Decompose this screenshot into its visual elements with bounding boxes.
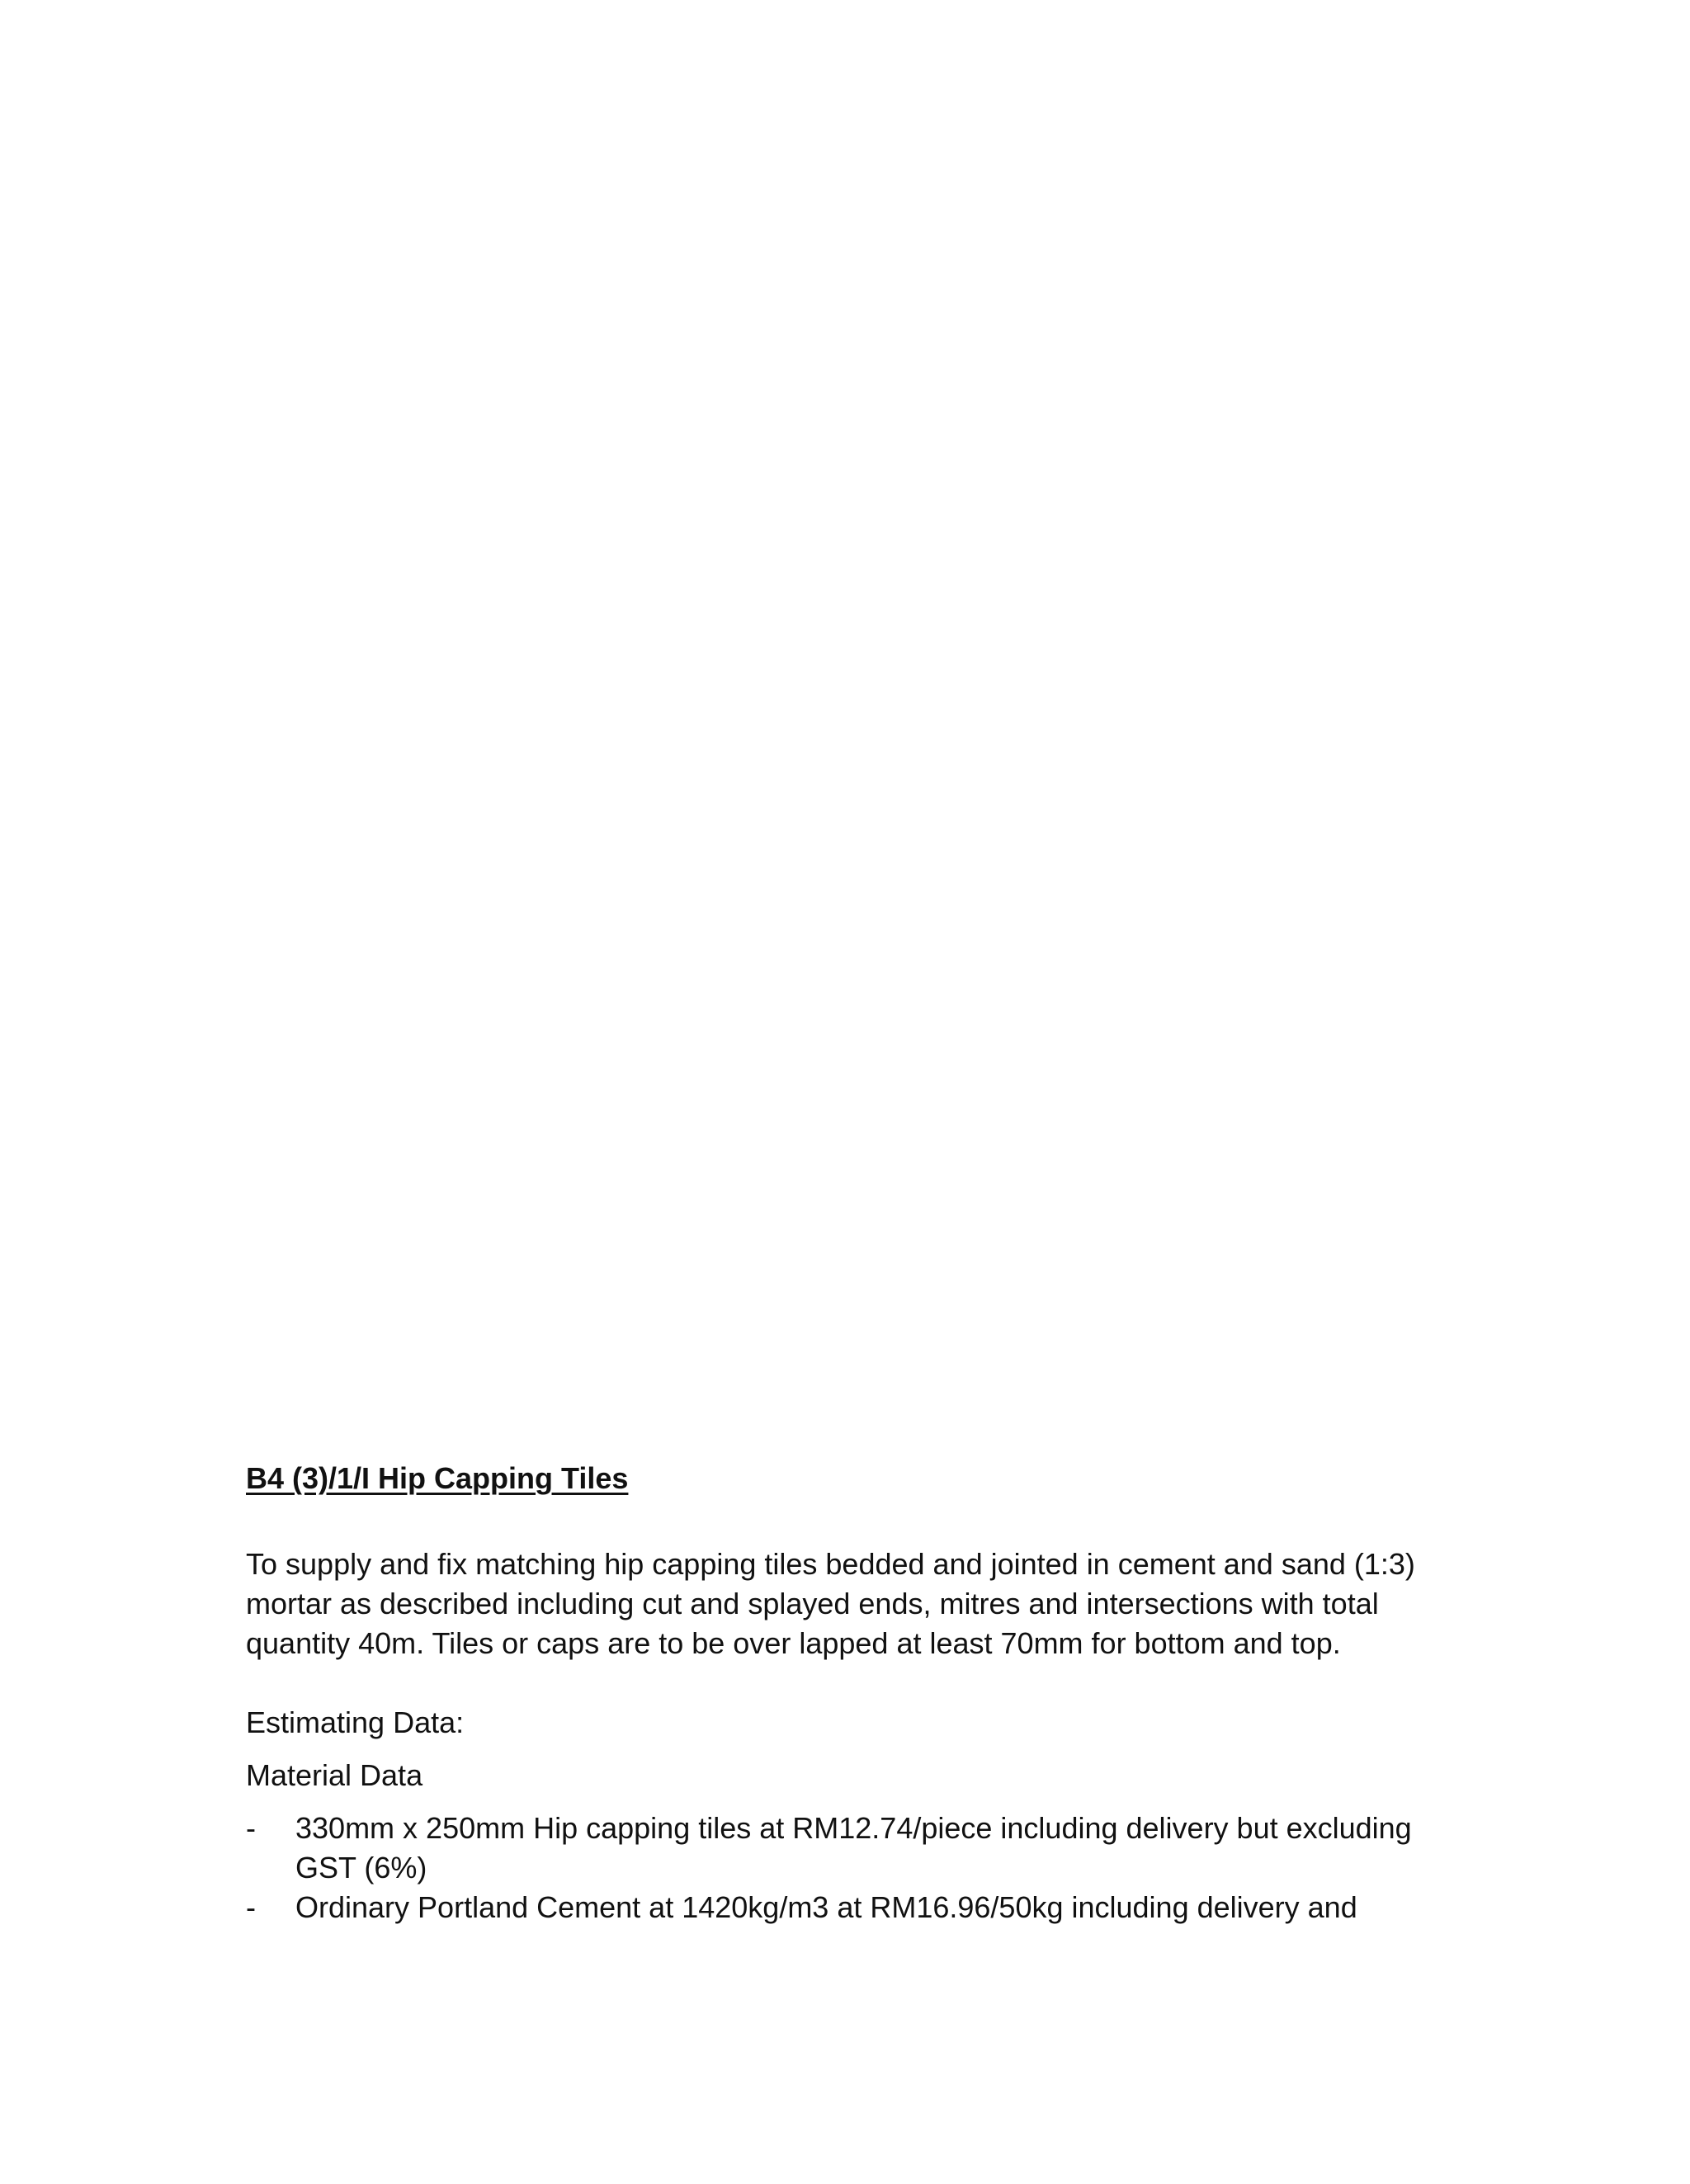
description-paragraph: To supply and fix matching hip capping tiles bedded and jointed in cement and sand (1:3) mortar as described including cut and splayed ends, mitres and intersections with total quantity 40m. Tiles or caps are to be over lapped at least 70mm for bottom and top. xyxy=(246,1547,1415,1660)
list-item xyxy=(246,1809,1467,1888)
estimating-data-label: Estimating Data: xyxy=(246,1705,465,1739)
material-list xyxy=(246,1809,1467,1927)
list-item xyxy=(246,1888,1467,1927)
list-bullet: - xyxy=(246,1890,256,1924)
list-item-text: 330mm x 250mm Hip capping tiles at RM12.74/piece including delivery but excluding GST (6%) xyxy=(295,1811,1412,1884)
list-item-text: Ordinary Portland Cement at 1420kg/m3 at RM16.96/50kg including delivery and xyxy=(295,1890,1357,1924)
list-bullet: - xyxy=(246,1811,256,1845)
document-content xyxy=(246,1459,1467,1927)
material-data-label: Material Data xyxy=(246,1758,423,1792)
section-heading: B4 (3)/1/I Hip Capping Tiles xyxy=(246,1461,629,1495)
